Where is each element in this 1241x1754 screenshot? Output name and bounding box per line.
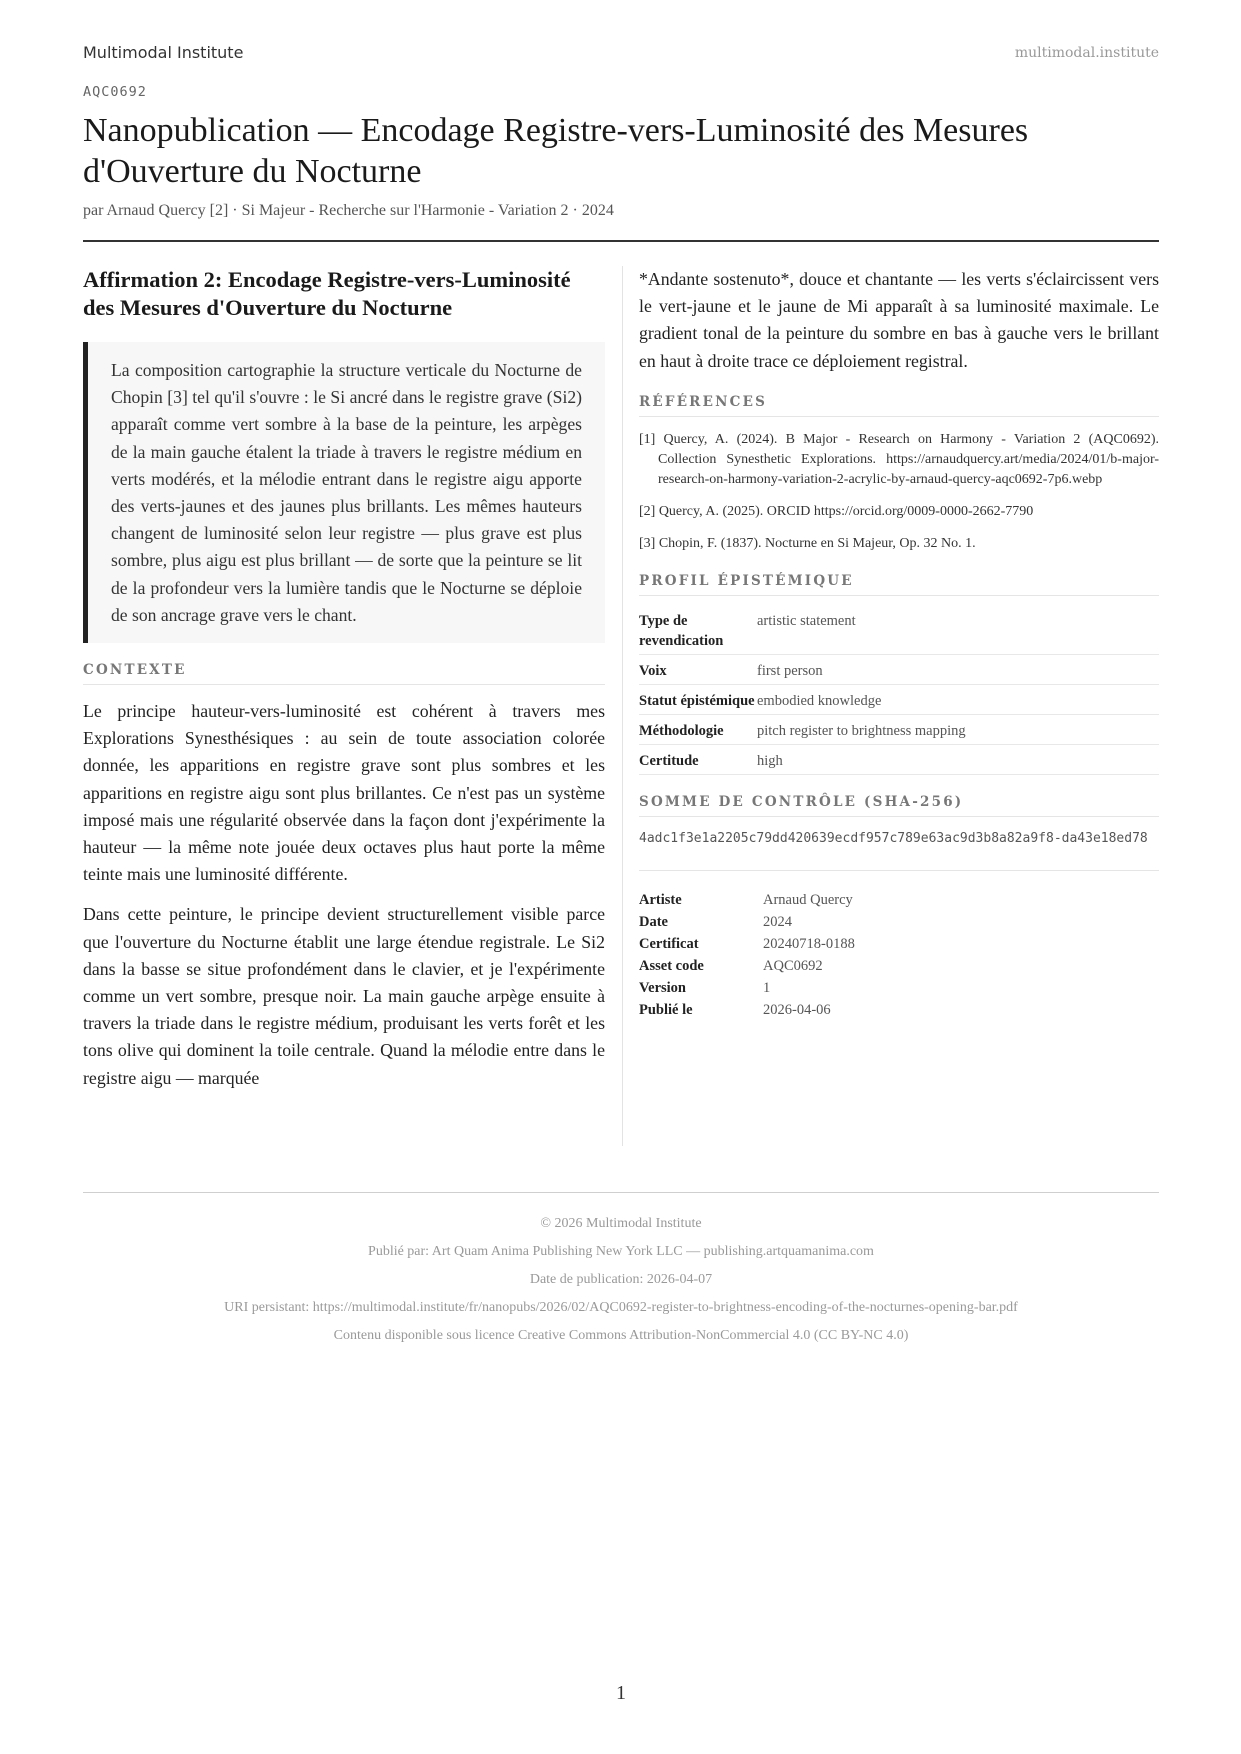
page-number: 1 bbox=[616, 1682, 626, 1704]
claim-title: Affirmation 2: Encodage Registre-vers-Luminosité des Mesures d'Ouverture du Nocturne bbox=[83, 267, 571, 320]
profile-key: Méthodologie bbox=[639, 714, 757, 744]
references-label: RÉFÉRENCES bbox=[639, 394, 1159, 417]
reference-item: [2] Quercy, A. (2025). ORCID https://orcid.org/0009-0000-2662-7790 bbox=[639, 503, 1034, 519]
metadata-value: 1 bbox=[763, 979, 771, 996]
metadata-key: Artiste bbox=[639, 891, 682, 908]
byline: par Arnaud Quercy [2] · Si Majeur - Recherche sur l'Harmonie - Variation 2 · 2024 bbox=[83, 202, 614, 219]
checksum-value: 4adc1f3e1a2205c79dd420639ecdf957c789e63ac9d3b8a82a9f8-da43e18ed78 bbox=[639, 830, 1159, 871]
table-row bbox=[639, 955, 1159, 977]
reference-item: [3] Chopin, F. (1837). Nocturne en Si Majeur, Op. 32 No. 1. bbox=[639, 535, 976, 551]
reference-item: [1] Quercy, A. (2024). B Major - Research on Harmony - Variation 2 (AQC0692). Collection Synesthetic Explorations. https://arnaudquercy.art/media/2024/01/b-major-research-on-harmony-variation-2-acrylic-by-arnaud-quercy-aqc0692-7p6.webp bbox=[639, 431, 1159, 487]
top-bar bbox=[83, 43, 1159, 67]
profile-key: Statut épistémique bbox=[639, 684, 757, 714]
footer bbox=[83, 1210, 1159, 1350]
context-paragraph: Le principe hauteur-vers-luminosité est cohérent à travers mes Explorations Synesthésiques : au sein de toute association colorée donnée, les apparitions en registre grave sont plus sombres et les apparitions en registre aigu sont plus brillantes. Ce n'est pas un système imposé mais une régularité observée dans la façon dont j'expérimente la hauteur — la même note jouée deux octaves plus haut porte la même teinte mais une luminosité différente. bbox=[83, 701, 605, 885]
table-row bbox=[639, 977, 1159, 999]
footer-divider bbox=[83, 1192, 1159, 1193]
metadata-key: Date bbox=[639, 913, 668, 930]
table-row bbox=[639, 654, 1159, 684]
profile-value: artistic statement bbox=[757, 605, 1159, 655]
header-divider bbox=[83, 240, 1159, 242]
right-column bbox=[639, 266, 1159, 1021]
table-row bbox=[639, 605, 1159, 655]
metadata-value: Arnaud Quercy bbox=[763, 891, 853, 908]
metadata-value: 20240718-0188 bbox=[763, 935, 855, 952]
footer-publisher: Publié par: Art Quam Anima Publishing New York LLC — publishing.artquamanima.com bbox=[368, 1244, 874, 1259]
site-domain: multimodal.institute bbox=[1014, 45, 1159, 61]
table-row bbox=[639, 684, 1159, 714]
footer-copyright: © 2026 Multimodal Institute bbox=[540, 1216, 702, 1231]
metadata-key: Asset code bbox=[639, 957, 704, 974]
profile-value: pitch register to brightness mapping bbox=[757, 714, 1159, 744]
profile-value: embodied knowledge bbox=[757, 684, 1159, 714]
context-continuation: *Andante sostenuto*, douce et chantante — les verts s'éclaircissent vers le vert-jaune et le jaune de Mi apparaît à sa luminosité maximale. Le gradient tonal de la peinture du sombre en bas à gauche vers le brillant en haut à droite trace ce déploiement registral. bbox=[639, 269, 1159, 371]
profile-key: Certitude bbox=[639, 744, 757, 774]
epistemic-profile-table bbox=[639, 605, 1159, 775]
table-row bbox=[639, 933, 1159, 955]
metadata-value: 2026-04-06 bbox=[763, 1001, 831, 1018]
epistemic-profile-label: PROFIL ÉPISTÉMIQUE bbox=[639, 573, 1159, 596]
site-name: Multimodal Institute bbox=[83, 43, 244, 62]
context-paragraph: Dans cette peinture, le principe devient structurellement visible parce que l'ouverture du Nocturne établit une large étendue registrale. Le Si2 dans la basse se situe profondément dans le clavier, et je l'expérimente comme un vert sombre, presque noir. La main gauche arpège ensuite à travers la triade dans le registre médium, produisant les verts forêt et les tons olive qui dominent la toile centrale. Quand la mélodie entre dans le registre aigu — marquée bbox=[83, 904, 605, 1088]
profile-key: Voix bbox=[639, 654, 757, 684]
table-row bbox=[639, 911, 1159, 933]
claim-quote: La composition cartographie la structure verticale du Nocturne de Chopin [3] tel qu'il s'ouvre : le Si ancré dans le registre grave (Si2) apparaît comme vert sombre à la base de la peinture, les arpèges de la main gauche étalent la triade à travers le registre médium en verts modérés, et la mélodie entrant dans le registre aigu apporte des verts-jaunes et des jaunes plus brillants. Les mêmes hauteurs changent de luminosité selon leur registre — plus grave est plus sombre, plus aigu est plus brillant — de sorte que la peinture se lit de la profondeur vers la lumière tandis que le Nocturne se déploie de son ancrage grave vers le chant. bbox=[83, 342, 605, 643]
metadata-key: Version bbox=[639, 979, 686, 996]
metadata-key: Publié le bbox=[639, 1001, 693, 1018]
profile-value: first person bbox=[757, 654, 1159, 684]
column-divider bbox=[622, 266, 623, 1146]
footer-persistent-uri: URI persistant: https://multimodal.institute/fr/nanopubs/2026/02/AQC0692-register-to-brightness-encoding-of-the-nocturnes-opening-bar.pdf bbox=[224, 1300, 1018, 1315]
footer-license: Contenu disponible sous licence Creative Commons Attribution-NonCommercial 4.0 (CC BY-NC 4.0) bbox=[333, 1328, 909, 1343]
table-row bbox=[639, 744, 1159, 774]
profile-value: high bbox=[757, 744, 1159, 774]
left-column bbox=[83, 266, 605, 1092]
metadata-value: AQC0692 bbox=[763, 957, 823, 974]
context-label: CONTEXTE bbox=[83, 662, 605, 685]
metadata-key: Certificat bbox=[639, 935, 699, 952]
document-page bbox=[83, 0, 1159, 1754]
table-row bbox=[639, 889, 1159, 911]
footer-publication-date: Date de publication: 2026-04-07 bbox=[529, 1272, 713, 1287]
checksum-label: SOMME DE CONTRÔLE (SHA-256) bbox=[639, 794, 1159, 817]
metadata-value: 2024 bbox=[763, 913, 792, 930]
reference-list bbox=[639, 430, 1159, 554]
table-row bbox=[639, 714, 1159, 744]
profile-key: Type de revendication bbox=[639, 605, 757, 655]
metadata-table bbox=[639, 889, 1159, 1021]
asset-code: AQC0692 bbox=[83, 84, 147, 100]
table-row bbox=[639, 999, 1159, 1021]
page-title: Nanopublication — Encodage Registre-vers-Luminosité des Mesures d'Ouverture du Nocturne bbox=[83, 112, 1029, 190]
